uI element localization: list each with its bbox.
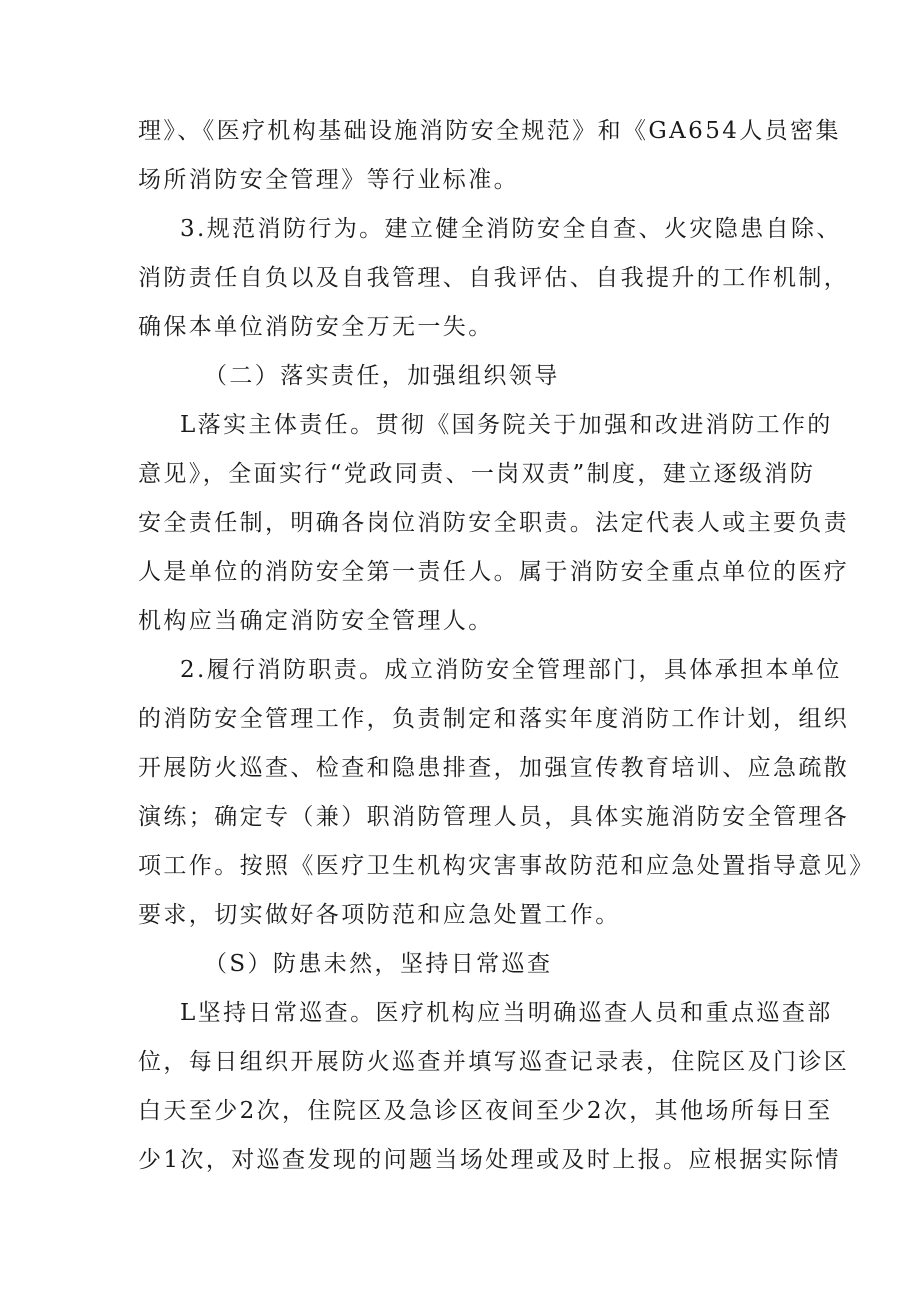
text-line: 位，每日组织开展防火巡查并填写巡查记录表，住院区及门诊区 — [138, 1049, 850, 1075]
text-line: 机构应当确定消防安全管理人。 — [138, 608, 494, 634]
paragraph-start: L坚持日常巡查。医疗机构应当明确巡查人员和重点巡查部 — [180, 1000, 833, 1026]
paragraph-start: L落实主体责任。贯彻《国务院关于加强和改进消防工作的 — [180, 412, 833, 438]
text-line: 的消防安全管理工作，负责制定和落实年度消防工作计划，组织 — [138, 706, 850, 732]
text-line: 确保本单位消防安全万无一失。 — [138, 314, 494, 340]
text-line: 安全责任制，明确各岗位消防安全职责。法定代表人或主要负责 — [138, 510, 850, 536]
text-line: 项工作。按照《医疗卫生机构灾害事故防范和应急处置指导意见》 — [138, 853, 875, 879]
text-line: 少1次，对巡查发现的问题当场处理或及时上报。应根据实际情 — [138, 1147, 841, 1173]
text-line: 意见》，全面实行“党政同责、一岗双责”制度，建立逐级消防 — [138, 461, 816, 487]
section-heading: （S）防患未然，坚持日常巡查 — [204, 951, 553, 977]
text-line: 白天至少2次，住院区及急诊区夜间至少2次，其他场所每日至 — [138, 1098, 833, 1124]
paragraph-start: 2.履行消防职责。成立消防安全管理部门，具体承担本单位 — [180, 657, 842, 683]
text-line: 人是单位的消防安全第一责任人。属于消防安全重点单位的医疗 — [138, 559, 850, 585]
text-line: 演练；确定专（兼）职消防管理人员，具体实施消防安全管理各 — [138, 804, 850, 830]
text-line: 开展防火巡查、检查和隐患排查，加强宣传教育培训、应急疏散 — [138, 755, 850, 781]
text-line: 理》、《医疗机构基础设施消防安全规范》和《GA654人员密集 — [138, 118, 841, 144]
paragraph-start: 3.规范消防行为。建立健全消防安全自查、火灾隐患自除、 — [180, 216, 842, 242]
section-heading: （二）落实责任，加强组织领导 — [204, 363, 560, 389]
text-line: 消防责任自负以及自我管理、自我评估、自我提升的工作机制， — [138, 265, 850, 291]
text-line: 场所消防安全管理》等行业标准。 — [138, 167, 519, 193]
text-line: 要求，切实做好各项防范和应急处置工作。 — [138, 902, 621, 928]
